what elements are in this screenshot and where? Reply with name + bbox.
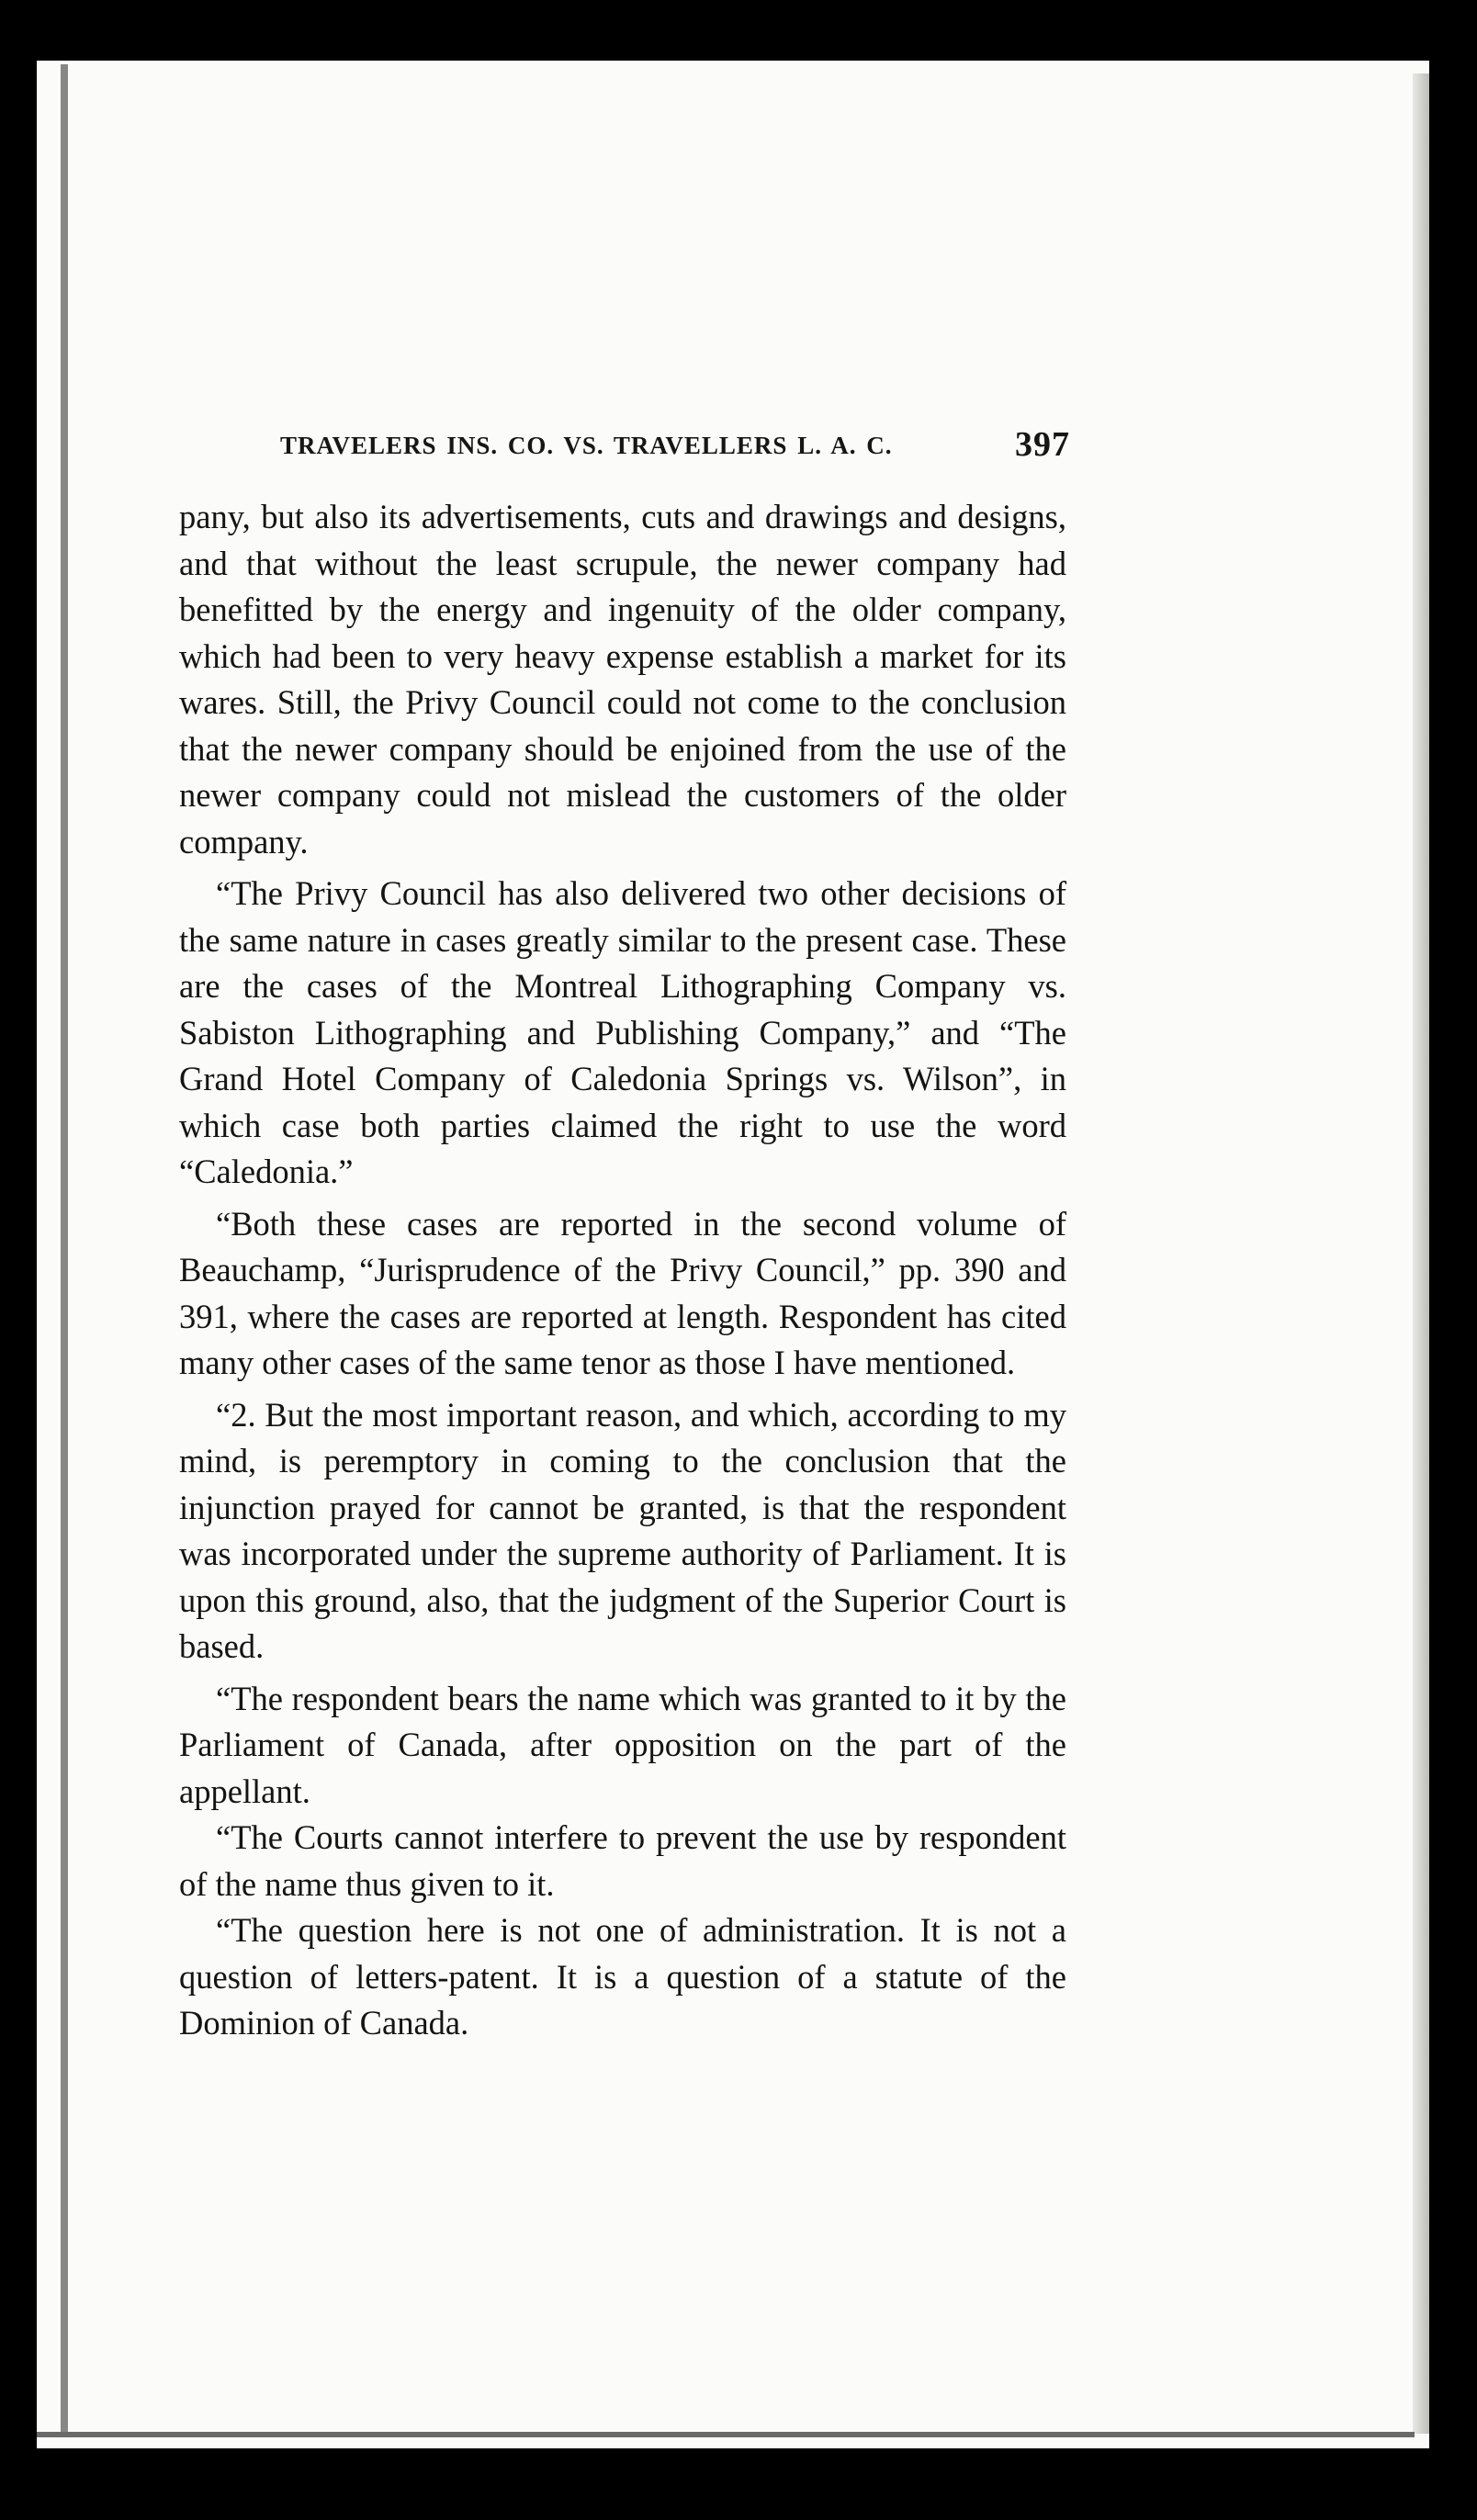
- paragraph-courts-cannot-interfere: “The Courts cannot interfere to prevent the use by respondent of the name thus given to it.: [179, 1818, 1066, 1903]
- paragraph-beauchamp-reference: “Both these cases are reported in the second volume of Beauchamp, “Jurisprudence of the Privy Council,” pp. 390 and 391, where the cases are reported at length. Respondent has cited many other cases of the same tenor as those I have mentioned.: [179, 1204, 1066, 1381]
- paragraph-question-of-statute: “The question here is not one of administration. It is not a question of letters-patent. It is a question of a statute of the Dominion of Canada.: [179, 1911, 1066, 2042]
- body-text: [179, 494, 1066, 2047]
- paragraph-reason-two: “2. But the most important reason, and which, according to my mind, is peremptory in coming to the conclusion that the injunction prayed for cannot be granted, is that the respondent was incorporated under the supreme authority of Parliament. It is upon this ground, also, that the judgment of the Superior Court is based.: [179, 1395, 1066, 1665]
- page-header: [280, 424, 1070, 463]
- page-edge-shadow: [1413, 73, 1429, 2434]
- page-gutter-shadow: [61, 64, 68, 2434]
- page-number: 397: [1015, 425, 1070, 464]
- running-head: TRAVELERS INS. CO. VS. TRAVELLERS L. A. C.: [280, 432, 893, 459]
- paragraph-respondent-name: “The respondent bears the name which was granted to it by the Parliament of Canada, after opposition on the part of the appellant.: [179, 1679, 1066, 1810]
- paragraph-privy-council-decisions: “The Privy Council has also delivered two other decisions of the same nature in cases greatly similar to the present case. These are the cases of the Montreal Lithographing Company vs. Sabiston Lithographing and Publishing Company,” and “The Grand Hotel Company of Caledonia Springs vs. Wilson”, in which case both parties claimed the right to use the word “Caledonia.”: [179, 874, 1066, 1190]
- paragraph-continuation: pany, but also its advertisements, cuts and drawings and designs, and that without the least scrupule, the newer company had benefitted by the energy and ingenuity of the older company, which had been to very heavy expense establish a market for its wares. Still, the Privy Council could not come to the conclusion that the newer company should be enjoined from the use of the newer company could not mislead the customers of the older company.: [179, 498, 1066, 861]
- page-bottom-edge: [37, 2432, 1415, 2437]
